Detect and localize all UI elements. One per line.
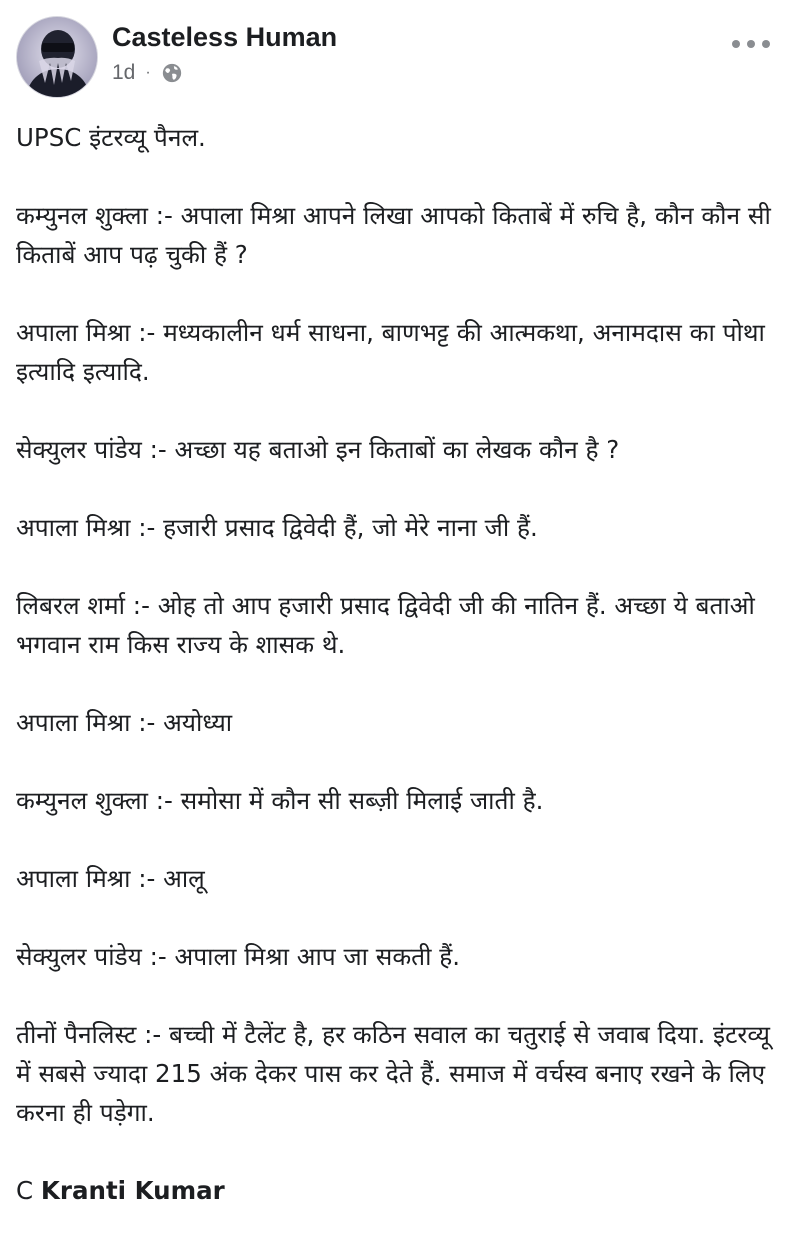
dialogue-line: अपाला मिश्रा :- आलू [16,864,205,893]
avatar[interactable] [16,16,98,98]
post-timestamp[interactable]: 1d [112,61,136,84]
dialogue-line: अपाला मिश्रा :- अयोध्या [16,708,233,737]
post-title: UPSC इंटरव्यू पैनल. [16,123,206,152]
post-text [16,118,776,1249]
meta-separator: · [145,64,151,81]
dialogue-line: सेक्युलर पांडेय :- अपाला मिश्रा आप जा सकती हैं. [16,942,461,971]
dialogue-line: लिबरल शर्मा :- ओह तो आप हजारी प्रसाद द्विवेदी जी की नातिन हैं. अच्छा ये बताओ भगवान राम किस राज्य के शासक थे. [16,591,755,659]
dialogue-line: अपाला मिश्रा :- मध्यकालीन धर्म साधना, बाणभट्ट की आत्मकथा, अनामदास का पोथा इत्यादि इत्यादि. [16,318,765,386]
dialogue-line: सेक्युलर पांडेय :- अच्छा यह बताओ इन किताबों का लेखक कौन है ? [16,435,620,464]
more-options-button[interactable] [732,30,770,58]
signature [16,1171,776,1210]
globe-icon[interactable] [161,62,183,84]
dialogue-line: अपाला मिश्रा :- हजारी प्रसाद द्विवेदी हैं, जो मेरे नाना जी हैं. [16,513,538,542]
post-meta [112,60,183,86]
post-header [0,0,786,110]
dialogue-line: कम्युनल शुक्ला :- अपाला मिश्रा आपने लिखा आपको किताबें में रुचि है, कौन कौन सी किताबें आप पढ़ चुकी हैं ? [16,201,771,269]
dialogue-line: कम्युनल शुक्ला :- समोसा में कौन सी सब्ज़ी मिलाई जाती है. [16,786,544,815]
avatar-image-icon [17,17,98,98]
author-name[interactable]: Casteless Human [112,22,338,52]
signature-prefix: C [16,1176,41,1205]
dialogue-line: तीनों पैनलिस्ट :- बच्ची में टैलेंट है, हर कठिन सवाल का चतुराई से जवाब दिया. इंटरव्यू में सबसे ज्यादा 215 अंक देकर पास कर देते हैं. समाज में वर्चस्व बनाए रखने के लिए करना ही पड़ेगा. [16,1020,771,1127]
signature-name[interactable]: Kranti Kumar [40,1176,225,1205]
more-horizontal-icon-dot [747,40,755,48]
more-horizontal-icon-dot [732,40,740,48]
more-horizontal-icon-dot [762,40,770,48]
